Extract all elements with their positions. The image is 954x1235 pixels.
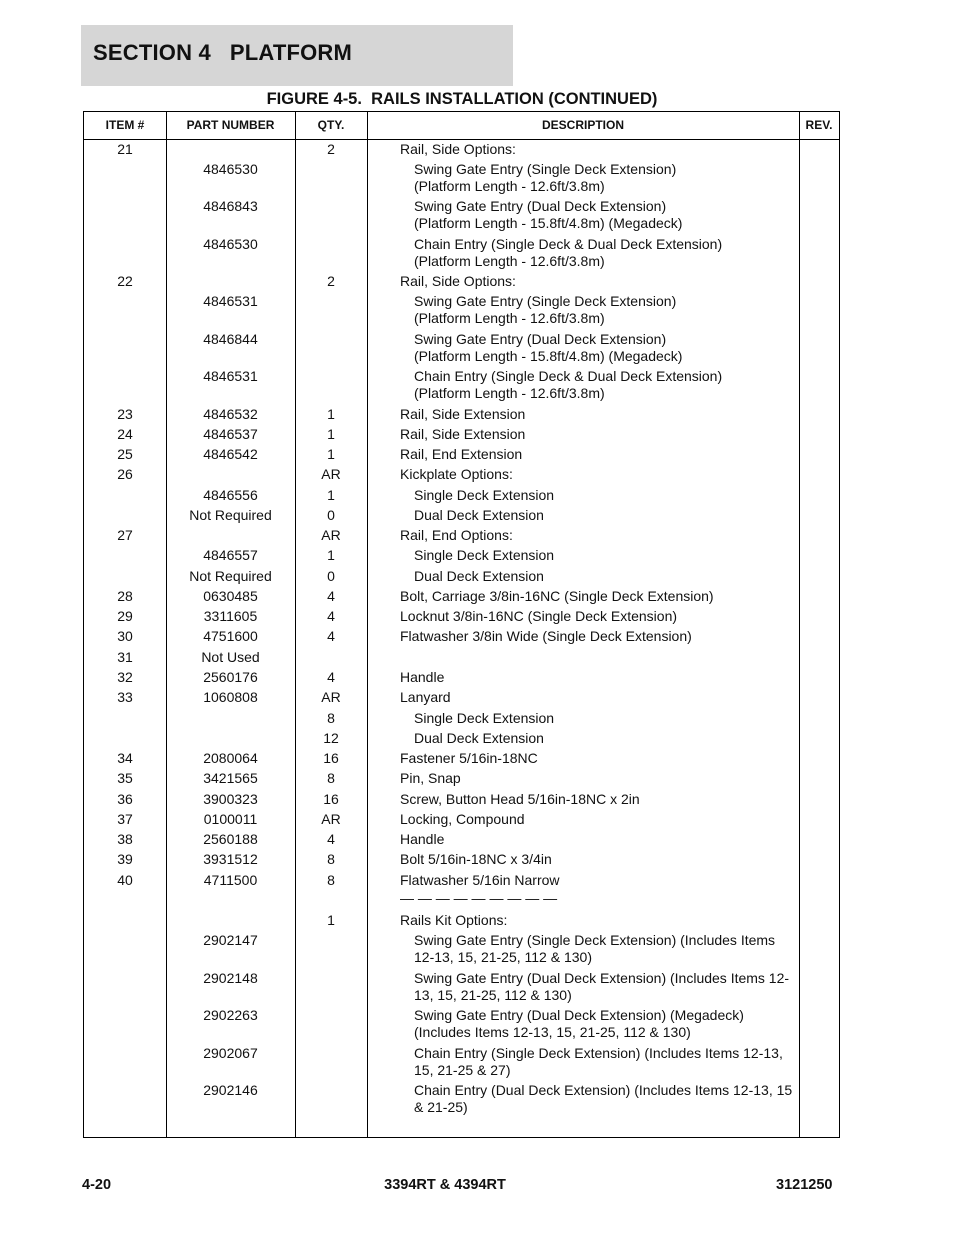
description-cell: Dual Deck Extension bbox=[414, 507, 544, 523]
column-divider bbox=[367, 112, 368, 1137]
item-number-cell: 32 bbox=[117, 669, 133, 685]
qty-cell: 0 bbox=[327, 568, 335, 584]
description-cell: Swing Gate Entry (Dual Deck Extension) (Includes Items 12- 13, 15, 21-25, 112 & 130) bbox=[414, 970, 790, 1003]
description-cell: Rail, End Extension bbox=[400, 446, 523, 462]
page-number: 4-20 bbox=[82, 1177, 112, 1193]
qty-cell: 1 bbox=[327, 547, 335, 563]
part-number-cell: 4751600 bbox=[203, 628, 258, 644]
part-number-cell: 3421565 bbox=[203, 770, 258, 786]
description-cell: Pin, Snap bbox=[400, 770, 461, 786]
qty-cell: 0 bbox=[327, 507, 335, 523]
qty-cell: 16 bbox=[323, 791, 339, 807]
col-header-rev: REV. bbox=[805, 118, 833, 132]
description-cell: Chain Entry (Single Deck & Dual Deck Extension) (Platform Length - 12.6ft/3.8m) bbox=[414, 368, 723, 401]
col-header-part-number: PART NUMBER bbox=[186, 118, 275, 132]
section-title: SECTION 4 PLATFORM bbox=[93, 40, 353, 65]
part-number-cell: 2902148 bbox=[203, 970, 258, 986]
description-cell: Handle bbox=[400, 831, 445, 847]
part-number-cell: 0100011 bbox=[203, 811, 258, 827]
qty-cell: 4 bbox=[327, 669, 335, 685]
part-number-cell: 4846537 bbox=[203, 426, 258, 442]
col-header-description: DESCRIPTION bbox=[541, 118, 624, 132]
part-number-cell: 3931512 bbox=[203, 851, 258, 867]
item-number-cell: 23 bbox=[117, 406, 133, 422]
description-cell: Chain Entry (Single Deck & Dual Deck Extension) (Platform Length - 12.6ft/3.8m) bbox=[414, 236, 723, 269]
item-number-cell: 35 bbox=[117, 770, 133, 786]
doc-number: 3121250 bbox=[776, 1177, 833, 1193]
col-header-qty: QTY. bbox=[317, 118, 345, 132]
part-number-cell: 3900323 bbox=[203, 791, 258, 807]
description-cell: Single Deck Extension bbox=[414, 487, 555, 503]
qty-cell: 12 bbox=[323, 730, 339, 746]
description-cell: Swing Gate Entry (Single Deck Extension) (Includes Items 12-13, 15, 21-25, 112 & 130) bbox=[414, 932, 776, 965]
description-cell: Kickplate Options: bbox=[400, 466, 513, 482]
item-number-cell: 38 bbox=[117, 831, 133, 847]
qty-cell: 1 bbox=[327, 487, 335, 503]
description-cell: Swing Gate Entry (Single Deck Extension) (Platform Length - 12.6ft/3.8m) bbox=[414, 293, 677, 326]
description-cell: Swing Gate Entry (Single Deck Extension) (Platform Length - 12.6ft/3.8m) bbox=[414, 161, 677, 194]
item-number-cell: 30 bbox=[117, 628, 133, 644]
part-number-cell: 3311605 bbox=[203, 608, 258, 624]
description-cell: Single Deck Extension bbox=[414, 710, 555, 726]
item-number-cell: 34 bbox=[117, 750, 133, 766]
part-number-cell: 2560188 bbox=[203, 831, 258, 847]
part-number-cell: 0630485 bbox=[203, 588, 258, 604]
col-header-item: ITEM # bbox=[105, 118, 145, 132]
item-number-cell: 28 bbox=[117, 588, 133, 604]
qty-cell: AR bbox=[321, 466, 341, 482]
qty-cell: AR bbox=[321, 527, 341, 543]
qty-cell: 8 bbox=[327, 872, 335, 888]
part-number-cell: Not Required bbox=[189, 568, 272, 584]
item-number-cell: 33 bbox=[117, 689, 133, 705]
description-cell: — — — — — — — — — bbox=[400, 890, 558, 906]
part-number-cell: 4846844 bbox=[203, 331, 258, 347]
description-cell: Swing Gate Entry (Dual Deck Extension) (Platform Length - 15.8ft/4.8m) (Megadeck) bbox=[414, 331, 683, 364]
item-number-cell: 29 bbox=[117, 608, 133, 624]
qty-cell: 16 bbox=[323, 750, 339, 766]
item-number-cell: 24 bbox=[117, 426, 133, 442]
part-number-cell: 4846531 bbox=[203, 368, 258, 384]
item-number-cell: 37 bbox=[117, 811, 133, 827]
description-cell: Lanyard bbox=[400, 689, 451, 705]
item-number-cell: 40 bbox=[117, 872, 133, 888]
part-number-cell: 2902146 bbox=[203, 1082, 258, 1098]
qty-cell: 2 bbox=[327, 141, 335, 157]
model-number: 3394RT & 4394RT bbox=[384, 1177, 506, 1193]
description-cell: Locking, Compound bbox=[400, 811, 525, 827]
description-cell: Dual Deck Extension bbox=[414, 568, 544, 584]
description-cell: Single Deck Extension bbox=[414, 547, 555, 563]
figure-title: FIGURE 4-5. RAILS INSTALLATION (CONTINUED) bbox=[266, 90, 658, 108]
qty-cell: 1 bbox=[327, 446, 335, 462]
qty-cell: 1 bbox=[327, 426, 335, 442]
description-cell: Chain Entry (Dual Deck Extension) (Includes Items 12-13, 15 & 21-25) bbox=[414, 1082, 793, 1115]
qty-cell: 4 bbox=[327, 588, 335, 604]
part-number-cell: 4846843 bbox=[203, 198, 258, 214]
description-cell: Swing Gate Entry (Dual Deck Extension) (Platform Length - 15.8ft/4.8m) (Megadeck) bbox=[414, 198, 683, 231]
qty-cell: AR bbox=[321, 811, 341, 827]
part-number-cell: 4846557 bbox=[203, 547, 258, 563]
part-number-cell: 2560176 bbox=[203, 669, 258, 685]
part-number-cell: Not Required bbox=[189, 507, 272, 523]
description-cell: Bolt, Carriage 3/8in-16NC (Single Deck Extension) bbox=[400, 588, 714, 604]
part-number-cell: 4846530 bbox=[203, 236, 258, 252]
part-number-cell: 4846542 bbox=[203, 446, 258, 462]
qty-cell: 4 bbox=[327, 831, 335, 847]
qty-cell: 8 bbox=[327, 770, 335, 786]
qty-cell: 8 bbox=[327, 710, 335, 726]
item-number-cell: 22 bbox=[117, 273, 133, 289]
qty-cell: 1 bbox=[327, 912, 335, 928]
part-number-cell: 1060808 bbox=[203, 689, 258, 705]
qty-cell: 1 bbox=[327, 406, 335, 422]
description-cell: Rail, Side Options: bbox=[400, 141, 516, 157]
description-cell: Fastener 5/16in-18NC bbox=[400, 750, 538, 766]
description-cell: Locknut 3/8in-16NC (Single Deck Extension) bbox=[400, 608, 678, 624]
part-number-cell: 4846532 bbox=[203, 406, 258, 422]
qty-cell: 4 bbox=[327, 608, 335, 624]
part-number-cell: 2902263 bbox=[203, 1007, 258, 1023]
description-cell: Rail, Side Extension bbox=[400, 426, 526, 442]
part-number-cell: 4846531 bbox=[203, 293, 258, 309]
description-cell: Flatwasher 5/16in Narrow bbox=[400, 872, 560, 888]
item-number-cell: 36 bbox=[117, 791, 133, 807]
qty-cell: 8 bbox=[327, 851, 335, 867]
description-cell: Handle bbox=[400, 669, 445, 685]
description-cell: Chain Entry (Single Deck Extension) (Includes Items 12-13, 15, 21-25 & 27) bbox=[414, 1045, 783, 1078]
item-number-cell: 25 bbox=[117, 446, 133, 462]
description-cell: Swing Gate Entry (Dual Deck Extension) (Megadeck) (Includes Items 12-13, 15, 21-25, 112 & 130) bbox=[414, 1007, 744, 1040]
description-cell: Rail, End Options: bbox=[400, 527, 513, 543]
part-number-cell: 4846556 bbox=[203, 487, 258, 503]
part-number-cell: 2902067 bbox=[203, 1045, 258, 1061]
description-cell: Rail, Side Extension bbox=[400, 406, 526, 422]
qty-cell: AR bbox=[321, 689, 341, 705]
part-number-cell: 2902147 bbox=[203, 932, 258, 948]
item-number-cell: 39 bbox=[117, 851, 133, 867]
description-cell: Bolt 5/16in-18NC x 3/4in bbox=[400, 851, 552, 867]
description-cell: Dual Deck Extension bbox=[414, 730, 544, 746]
part-number-cell: 4711500 bbox=[203, 872, 258, 888]
part-number-cell: 2080064 bbox=[203, 750, 258, 766]
description-cell: Screw, Button Head 5/16in-18NC x 2in bbox=[400, 791, 640, 807]
header-divider bbox=[84, 139, 839, 140]
parts-table bbox=[83, 111, 840, 1138]
column-divider bbox=[799, 112, 800, 1137]
item-number-cell: 21 bbox=[117, 141, 133, 157]
qty-cell: 4 bbox=[327, 628, 335, 644]
item-number-cell: 26 bbox=[117, 466, 133, 482]
item-number-cell: 27 bbox=[117, 527, 133, 543]
description-cell: Rails Kit Options: bbox=[400, 912, 508, 928]
item-number-cell: 31 bbox=[117, 649, 133, 665]
qty-cell: 2 bbox=[327, 273, 335, 289]
description-cell: Rail, Side Options: bbox=[400, 273, 516, 289]
part-number-cell: 4846530 bbox=[203, 161, 258, 177]
description-cell: Flatwasher 3/8in Wide (Single Deck Extension) bbox=[400, 628, 692, 644]
part-number-cell: Not Used bbox=[201, 649, 260, 665]
